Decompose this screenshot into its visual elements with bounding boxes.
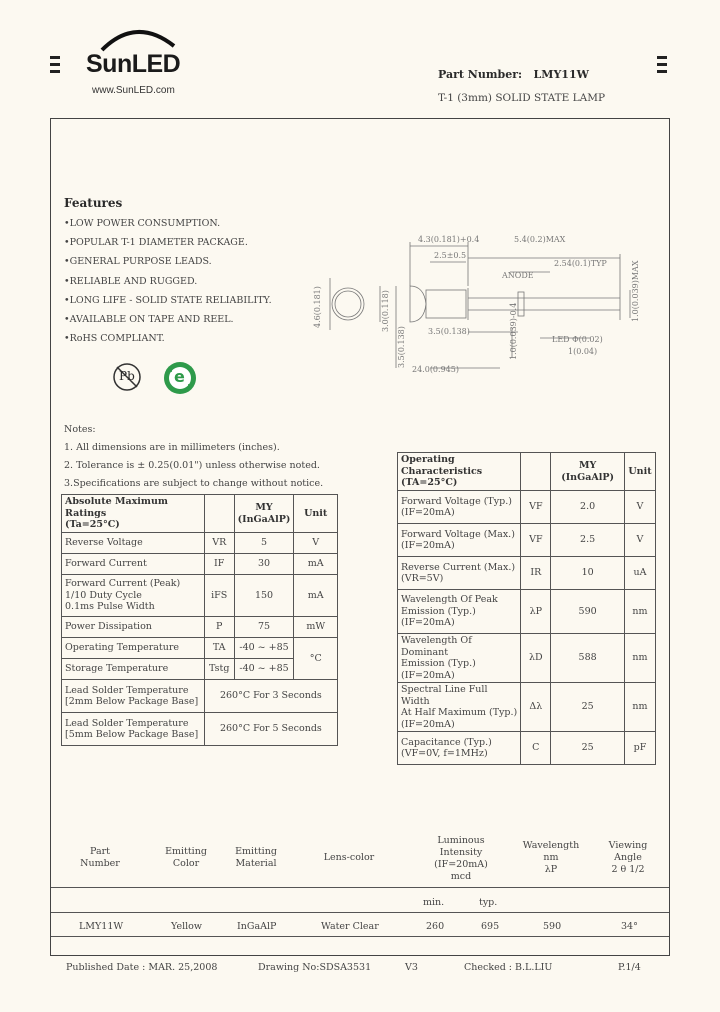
sel-sub-typ: typ. xyxy=(479,897,498,908)
feature-item: •AVAILABLE ON TAPE AND REEL. xyxy=(64,313,234,325)
footer-checked: Checked : B.L.LIU xyxy=(464,962,553,973)
footer-published: Published Date : MAR. 25,2008 xyxy=(66,962,218,973)
sel-head-lens: Lens-color xyxy=(323,852,375,863)
footer-version: V3 xyxy=(405,962,418,973)
dim-label-4: 5.4(0.2)MAX xyxy=(514,235,566,244)
features-title: Features xyxy=(64,196,123,210)
sel-divider-top xyxy=(51,887,669,888)
sel-row-color: Yellow xyxy=(171,921,202,932)
sel-head-viewing: Viewing Angle 2 θ 1/2 xyxy=(608,840,648,875)
dim-label-8: ANODE xyxy=(502,271,534,280)
sun-arc-icon xyxy=(84,24,194,52)
table-row: Capacitance (Typ.) (VF=0V, f=1MHz) C 25 pF xyxy=(398,732,656,765)
table-row: Storage Temperature Tstg -40 ~ +85 xyxy=(62,659,338,680)
dim-label-12: 3.5(0.138) xyxy=(397,326,406,368)
dim-label-5: 3.5(0.138) xyxy=(428,327,470,336)
sel-row-angle: 34° xyxy=(621,921,638,932)
rohs-label: e xyxy=(174,367,185,386)
op-chars-table: Operating Characteristics (TA=25°C) MY (InGaAlP) Unit Forward Voltage (Typ.) (IF=20mA) VF 2.0 V Forward Voltage (Max.) (IF=20mA) VF 2.5 V Reverse Current (Max.) (VR=5V) IR 10 uA Wavelength Of Peak Emission (Typ.) (IF=20mA) λP 590 nm Wavelength Of Dominant Emission (Typ.) (IF=20mA) λD 588 nm Spectral Line Full Width At Half Maximum (Typ.) (IF=20mA) Δλ 25 nm Capacitance (Typ.) (VF=0V, f=1MHz) C 25 pF xyxy=(397,452,656,765)
table-row: Forward Voltage (Max.) (IF=20mA) VF 2.5 V xyxy=(398,524,656,557)
sunled-logo xyxy=(84,24,194,84)
header-left-bars xyxy=(50,56,60,73)
selection-table xyxy=(51,832,669,942)
rohs-icon xyxy=(162,360,198,396)
dim-label-1: 4.3(0.181)+0.4 xyxy=(418,235,480,244)
sel-divider-bottom xyxy=(51,936,669,937)
table-row: Forward Current IF 30 mA xyxy=(62,554,338,575)
part-number-block xyxy=(438,68,589,81)
footer xyxy=(50,958,670,978)
sel-row-typ: 695 xyxy=(481,921,500,932)
dim-label-2: 1.0(0.039)-0.4 xyxy=(509,302,518,360)
sel-row-part: LMY11W xyxy=(79,921,124,932)
pb-label: Pb xyxy=(119,369,135,383)
sel-head-material: Emitting Material xyxy=(235,846,277,869)
dim-label-10: 1(0.04) xyxy=(568,347,598,356)
table-row: Spectral Line Full Width At Half Maximum (Typ.) (IF=20mA) Δλ 25 nm xyxy=(398,683,656,732)
part-number-value: LMY11W xyxy=(533,68,589,81)
abs-max-header: Absolute Maximum Ratings (Ta=25°C) xyxy=(62,495,205,533)
dim-label-6: 2.54(0.1)TYP xyxy=(554,259,607,268)
footer-drawing: Drawing No:SDSA3531 xyxy=(258,962,372,973)
table-row: Forward Voltage (Typ.) (IF=20mA) VF 2.0 V xyxy=(398,491,656,524)
table-row: Wavelength Of Dominant Emission (Typ.) (IF=20mA) λD 588 nm xyxy=(398,634,656,683)
note-item: 3.Specifications are subject to change without notice. xyxy=(64,478,324,489)
sel-head-wavelength: Wavelength nm λP xyxy=(522,840,580,875)
feature-item: •GENERAL PURPOSE LEADS. xyxy=(64,256,212,268)
features-list xyxy=(64,218,272,352)
dim-label-7: 1.0(0.039)MAX xyxy=(631,260,640,322)
dim-label-11: 24.0(0.945) xyxy=(412,365,459,374)
sel-row-wl: 590 xyxy=(543,921,562,932)
header-right-bars xyxy=(657,56,667,73)
sel-head-luminous: Luminous Intensity (IF=20mA) mcd xyxy=(434,835,488,882)
dim-label-9: LED Φ(0.02) xyxy=(552,335,603,344)
note-item: 2. Tolerance is ± 0.25(0.01") unless otherwise noted. xyxy=(64,460,320,471)
table-row: Lead Solder Temperature [5mm Below Package Base] 260°C For 5 Seconds xyxy=(62,713,338,746)
table-row: Forward Current (Peak) 1/10 Duty Cycle 0.1ms Pulse Width iFS 150 mA xyxy=(62,575,338,617)
sel-divider-mid xyxy=(51,912,669,913)
dimension-drawing-svg xyxy=(300,228,645,378)
sel-row-material: InGaAlP xyxy=(237,921,277,932)
feature-item: •LONG LIFE - SOLID STATE RELIABILITY. xyxy=(64,294,272,306)
package-drawing xyxy=(300,228,645,378)
dim-label-13: 3.0(0.118) xyxy=(381,290,390,332)
table-row: Lead Solder Temperature [2mm Below Package Base] 260°C For 3 Seconds xyxy=(62,680,338,713)
part-number-label: Part Number: xyxy=(438,68,523,81)
table-row: Power Dissipation P 75 mW xyxy=(62,617,338,638)
sel-head-color: Emitting Color xyxy=(165,846,207,869)
product-title: T-1 (3mm) SOLID STATE LAMP xyxy=(438,92,606,104)
sel-row-min: 260 xyxy=(426,921,445,932)
table-row: Wavelength Of Peak Emission (Typ.) (IF=20mA) λP 590 nm xyxy=(398,590,656,634)
feature-item: •POPULAR T-1 DIAMETER PACKAGE. xyxy=(64,237,248,249)
sel-row-lens: Water Clear xyxy=(321,921,379,932)
table-row: Reverse Voltage VR 5 V xyxy=(62,533,338,554)
logo-text: SunLED xyxy=(86,50,181,78)
website-url: www.SunLED.com xyxy=(92,85,175,96)
abs-max-table: Absolute Maximum Ratings (Ta=25°C) MY (InGaAlP) Unit Reverse Voltage VR 5 V Forward Current IF 30 mA Forward Current (Peak) 1/10 Duty Cycle 0.1ms Pulse Width iFS 150 mA Power Dissipation P 75 mW Operating Temperature TA -40 ~ +85 °C Storage Temperature Tstg -40 ~ +85 Lead Solder Temperature [2mm Below Package Base] 260°C For 3 Seconds Lead Solder Temperature [5mm Below Package Base] 260°C For 5 Seconds xyxy=(61,494,338,746)
footer-page: P.1/4 xyxy=(618,962,641,973)
notes-block xyxy=(64,424,323,496)
feature-item: •RELIABLE AND RUGGED. xyxy=(64,275,198,287)
dim-label-14: 4.6(0.181) xyxy=(313,286,322,328)
sel-head-part: Part Number xyxy=(80,846,120,869)
pb-free-icon xyxy=(112,362,142,392)
sel-sub-min: min. xyxy=(423,897,445,908)
feature-item: •LOW POWER CONSUMPTION. xyxy=(64,218,221,229)
feature-item: •RoHS COMPLIANT. xyxy=(64,333,165,345)
note-item: 1. All dimensions are in millimeters (inches). xyxy=(64,442,280,453)
table-row: Reverse Current (Max.) (VR=5V) IR 10 uA xyxy=(398,557,656,590)
dim-label-3: 2.5±0.5 xyxy=(434,251,467,260)
table-row: Operating Temperature TA -40 ~ +85 °C xyxy=(62,638,338,659)
notes-title: Notes: xyxy=(64,424,96,435)
